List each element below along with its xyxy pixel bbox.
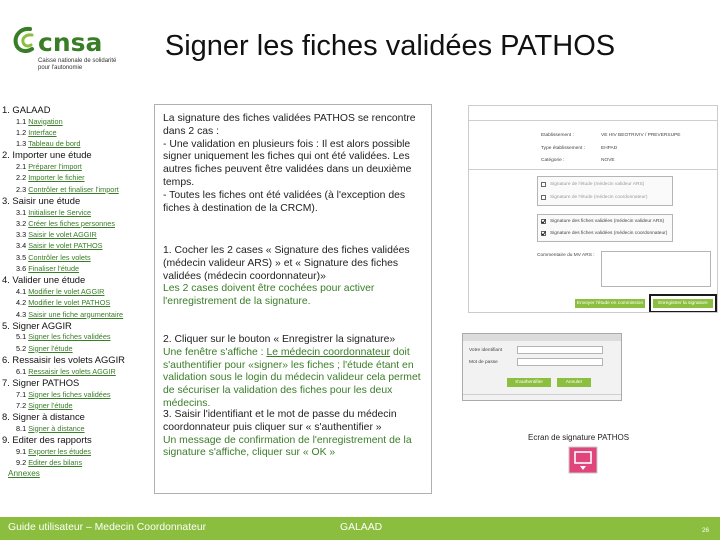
toc-section-1[interactable]: 1. GALAAD [2,104,51,115]
toc-item[interactable] [2,400,162,411]
toc-item-link[interactable]: Editer des bilans [28,457,83,467]
toc-item[interactable] [2,138,162,149]
toc-item[interactable] [2,127,162,138]
toc-item-number: 4.3 [16,309,27,319]
toc-item-number: 3.4 [16,241,27,251]
toc-item-link[interactable]: Préparer l'import [28,162,82,172]
intro-line-3: - Toutes les fiches ont été validées (à l'exception des fiches à destination de la CRCM). [163,189,406,214]
step-1 [163,245,431,309]
toc-item-link[interactable]: Tableau de bord [28,139,81,149]
type-etablissement-value: EHPAD [601,146,618,151]
logo-tagline: Caisse nationale de solidarité pour l'autonomie [38,58,117,71]
toc-item-link[interactable]: Créer les fiches personnes [28,218,115,228]
signature-etude-coord-label: Signature de l'étude (médecin coordonnateur) [550,195,648,200]
enregistrer-signature-button[interactable]: Enregistrer la signature [653,299,713,308]
toc-item-link[interactable]: Contrôler les volets [28,252,91,262]
toc-item-number: 1.2 [16,127,27,137]
toc-section-8[interactable]: 8. Signer à distance [2,411,85,423]
step-2 [163,334,431,411]
toc-section-5[interactable]: 5. Signer AGGIR [2,319,72,331]
toc-item-link[interactable]: Finaliser l'étude [28,264,80,274]
step-2-note-pre: Une fenêtre s'affiche : [163,346,267,358]
toc-item-link[interactable]: Ressaisir les volets AGGIR [28,366,116,376]
toc-item[interactable] [2,309,162,320]
signature-etude-ars-checkbox[interactable] [541,182,546,187]
type-etablissement-label: Type établissement : [541,146,585,151]
authentication-dialog-capture [462,333,622,401]
ecran-label: Ecran de signature PATHOS [528,433,630,442]
toc-section-4[interactable]: 4. Valider une étude [2,274,86,286]
step-1-note: Les 2 cases doivent être cochées pour activer l'enregistrement de la signature. [163,283,375,308]
envoyer-commission-button[interactable]: Envoyer l'étude en commission [576,301,644,306]
toc-item[interactable] [2,184,162,195]
mot-de-passe-label: Mot de passe [469,360,498,365]
signature-fiches-coord-checkbox[interactable] [541,231,546,236]
step-2-note [163,347,431,411]
toc-item-number: 3.5 [16,252,27,262]
toc-item-number: 9.1 [16,446,27,456]
toc-item-number: 1.3 [16,139,27,149]
toc-item-number: 4.2 [16,298,27,308]
toc-item-number: 3.6 [16,264,27,274]
toc-item-number: 2.1 [16,162,27,172]
signature-fiches-ars-checkbox[interactable] [541,219,546,224]
toc-item-link[interactable]: Interface [28,127,57,137]
etablissement-value: VE HIV BEOTRIVIV / PREVERSUPE [601,133,681,138]
toc-item-number: 3.3 [16,230,27,240]
toc-item-number: 2.3 [16,184,27,194]
toc-item-link[interactable]: Signer les fiches validées [28,389,111,399]
toc-item[interactable] [2,366,162,377]
toc-item-number: 3.1 [16,207,27,217]
toc-item-link[interactable]: Saisir le volet AGGIR [28,230,97,240]
toc-item-link[interactable]: Exporter les études [28,446,92,456]
identifiant-label: Votre identifiant [469,348,503,353]
footer-page-number: 26 [702,527,710,534]
step-2-note-post: doit s'authentifier pour «signer» les fiches ; l'étude étant en validation sous le login du médecin valideur cela permet de sécuriser la validation des fiches pour les deux médecins. [163,346,421,409]
toc-item[interactable] [2,389,162,400]
toc-item[interactable] [2,161,162,172]
toc-item-link[interactable]: Initialiser le Service [28,207,92,217]
toc-item-number: 3.2 [16,218,27,228]
toc-section-6[interactable]: 6. Ressaisir les volets AGGIR [2,354,125,366]
commentaire-label: Commentaire du MV ARS : [537,253,595,258]
toc-item-number: 6.1 [16,366,27,376]
toc-item[interactable] [2,252,162,263]
toc-item-link[interactable]: Signer à distance [28,423,85,433]
toc-item-number: 7.2 [16,400,27,410]
toc-item[interactable] [2,331,162,342]
step-2-main: 2. Cliquer sur le bouton « Enregistrer la signature» [163,334,396,345]
toc-section-9[interactable]: 9. Editer des rapports [2,433,92,445]
toc-item[interactable] [2,116,162,127]
authentifier-button[interactable]: S'authentifier [507,378,551,387]
footer-bar [0,517,720,540]
step-3 [163,409,431,460]
toc-item[interactable] [2,457,162,468]
step-1-main: 1. Cocher les 2 cases « Signature des fiches validées (médecin valideur ARS) » et « Signature des fiches validées (médecin coordonnateur)» [163,245,410,282]
toc-item[interactable] [2,240,162,251]
toc-item-number: 2.2 [16,173,27,183]
step-2-note-underlined: Le médecin coordonnateur [266,346,391,358]
toc-item-link[interactable]: Modifier le volet PATHOS [28,298,111,308]
toc-item-link[interactable]: Navigation [28,116,63,126]
toc-item[interactable] [2,207,162,218]
toc-item[interactable] [2,286,162,297]
mot-de-passe-input[interactable] [517,358,603,366]
toc-section-7[interactable]: 7. Signer PATHOS [2,376,80,388]
toc-item[interactable] [2,423,162,434]
cnsa-logo [8,22,117,80]
signature-etude-coord-checkbox[interactable] [541,195,546,200]
toc-item[interactable] [2,218,162,229]
step-3-main: 3. Saisir l'identifiant et le mot de passe du médecin coordonnateur puis cliquer sur « s'authentifier » [163,409,397,433]
toc-section-2[interactable]: 2. Importer une étude [2,149,92,161]
page-title: Signer les fiches validées PATHOS [164,30,616,62]
toc-section-3[interactable]: 3. Saisir une étude [2,194,81,206]
toc-item-number: 1.1 [16,116,27,126]
cnsa-swirl-icon [12,26,38,54]
categorie-label: Catégorie : [541,158,565,163]
toc-item-link[interactable]: Contrôler et finaliser l'import [28,184,119,194]
signature-fiches-coord-label: Signature des fiches validées (médecin coordonnateur) [550,231,668,236]
toc-item-link[interactable]: Importer le fichier [28,173,85,183]
toc-item[interactable] [2,446,162,457]
toc-item-link[interactable]: Saisir le volet PATHOS [28,241,103,251]
commentaire-textarea[interactable] [601,251,711,287]
toc-item[interactable] [2,172,162,183]
step-3-note: Un message de confirmation de l'enregistrement de la signature s'affiche, cliquer sur « OK » [163,434,412,459]
toc-item-number: 8.1 [16,423,27,433]
identifiant-input[interactable] [517,346,603,354]
signature-screen-capture [468,105,718,313]
table-of-contents [2,104,162,480]
toc-item-number: 4.1 [16,286,27,296]
toc-annexes-link[interactable]: Annexes [8,469,40,479]
intro-text [163,113,431,215]
annuler-button[interactable]: Annuler [557,378,591,387]
toc-item[interactable] [2,343,162,354]
toc-item-number: 5.2 [16,343,27,353]
toc-item[interactable] [2,297,162,308]
toc-item-link[interactable]: Signer l'étude [28,400,73,410]
toc-item-number: 7.1 [16,389,27,399]
signature-etude-ars-label: Signature de l'étude (médecin valideur ARS) [550,182,645,187]
toc-item[interactable] [2,229,162,240]
intro-line-1: La signature des fiches validées PATHOS se rencontre dans 2 cas : [163,113,416,137]
logo-word: cnsa [38,28,103,57]
toc-item-number: 9.2 [16,457,27,467]
toc-item-link[interactable]: Signer les fiches validées [28,332,111,342]
toc-item-number: 5.1 [16,332,27,342]
footer-app-name: GALAAD [340,522,383,533]
screen-icon[interactable] [568,446,598,474]
etablissement-label: Etablissement : [541,133,574,138]
footer-guide-title: Guide utilisateur – Medecin Coordonnateur [8,522,207,533]
instruction-panel [154,104,432,494]
categorie-value: NOVE [601,158,615,163]
toc-item-link[interactable]: Modifier le volet AGGIR [28,286,105,296]
intro-line-2: - Une validation en plusieurs fois : Il est alors possible signer uniquement les fiches qui ont été validées. Les autres fiches peuvent être validées dans un deuxième temps. [163,138,412,188]
toc-item-link[interactable]: Signer l'étude [28,343,73,353]
signature-fiches-ars-label: Signature des fiches validées (médecin valideur ARS) [550,219,665,224]
toc-item[interactable] [2,263,162,274]
toc-item-link[interactable]: Saisir une fiche argumentaire [28,309,124,319]
